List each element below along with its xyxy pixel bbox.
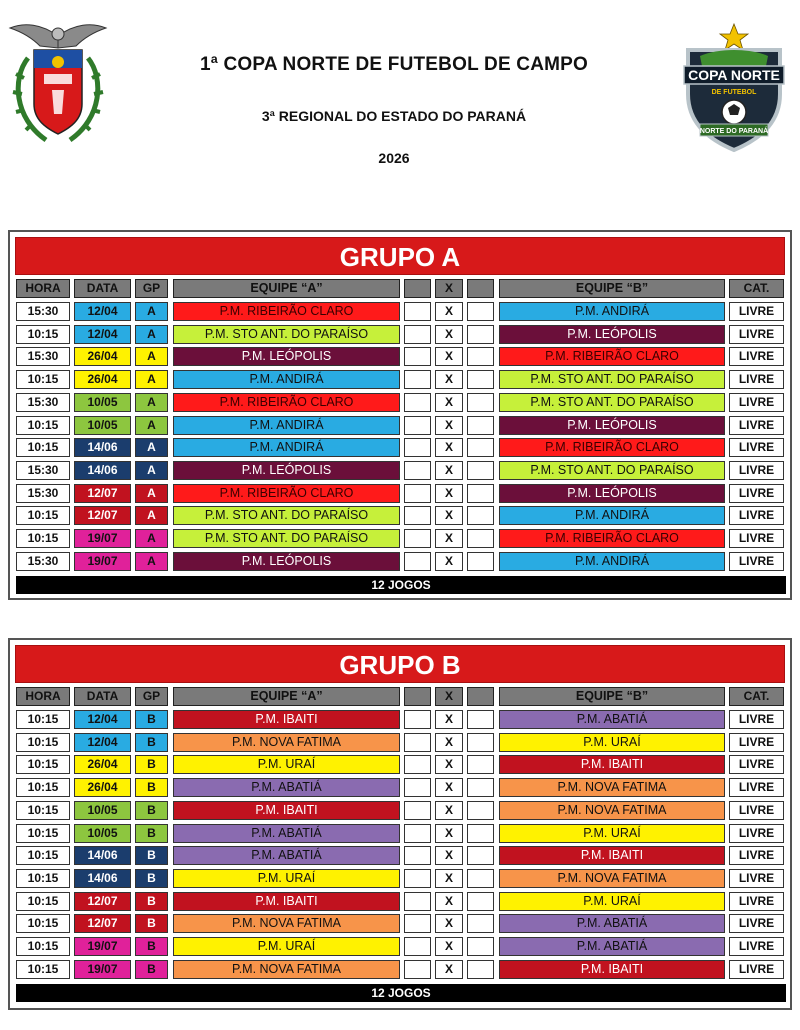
score-a-box xyxy=(404,438,431,457)
match-time: 10:15 xyxy=(16,710,70,729)
match-group: B xyxy=(135,824,168,843)
versus-x: X xyxy=(435,960,463,979)
match-time: 10:15 xyxy=(16,438,70,457)
team-b-cell: P.M. ANDIRÁ xyxy=(499,302,725,321)
page-header xyxy=(0,0,800,200)
versus-x: X xyxy=(435,302,463,321)
match-row xyxy=(14,302,790,321)
team-a-cell: P.M. ANDIRÁ xyxy=(173,370,400,389)
match-category: LIVRE xyxy=(729,824,784,843)
versus-x: X xyxy=(435,892,463,911)
score-b-box xyxy=(467,846,494,865)
match-time: 10:15 xyxy=(16,778,70,797)
match-group: B xyxy=(135,755,168,774)
match-date: 19/07 xyxy=(74,529,131,548)
match-date: 12/07 xyxy=(74,506,131,525)
match-row xyxy=(14,755,790,774)
score-a-box xyxy=(404,937,431,956)
team-a-cell: P.M. IBAITI xyxy=(173,892,400,911)
match-date: 10/05 xyxy=(74,824,131,843)
match-category: LIVRE xyxy=(729,801,784,820)
match-time: 10:15 xyxy=(16,914,70,933)
team-b-cell: P.M. ANDIRÁ xyxy=(499,506,725,525)
team-b-cell: P.M. STO ANT. DO PARAÍSO xyxy=(499,370,725,389)
match-group: A xyxy=(135,484,168,503)
column-header-x: X xyxy=(435,279,463,298)
match-category: LIVRE xyxy=(729,960,784,979)
score-a-box xyxy=(404,416,431,435)
team-b-cell: P.M. ANDIRÁ xyxy=(499,552,725,571)
team-a-cell: P.M. NOVA FATIMA xyxy=(173,960,400,979)
team-b-cell: P.M. RIBEIRÃO CLARO xyxy=(499,347,725,366)
table-header-row xyxy=(14,687,790,706)
team-a-cell: P.M. RIBEIRÃO CLARO xyxy=(173,393,400,412)
score-b-box xyxy=(467,461,494,480)
team-b-cell: P.M. ABATIÁ xyxy=(499,914,725,933)
match-row xyxy=(14,552,790,571)
match-row xyxy=(14,416,790,435)
match-row xyxy=(14,937,790,956)
score-a-box xyxy=(404,370,431,389)
team-a-cell: P.M. URAÍ xyxy=(173,869,400,888)
score-b-box xyxy=(467,914,494,933)
match-date: 26/04 xyxy=(74,778,131,797)
match-group: A xyxy=(135,438,168,457)
match-time: 10:15 xyxy=(16,846,70,865)
match-time: 10:15 xyxy=(16,824,70,843)
match-time: 15:30 xyxy=(16,302,70,321)
score-a-box xyxy=(404,892,431,911)
match-date: 12/04 xyxy=(74,325,131,344)
match-row xyxy=(14,778,790,797)
team-b-cell: P.M. NOVA FATIMA xyxy=(499,778,725,797)
versus-x: X xyxy=(435,914,463,933)
match-row xyxy=(14,824,790,843)
match-row xyxy=(14,438,790,457)
match-time: 10:15 xyxy=(16,960,70,979)
score-a-box xyxy=(404,733,431,752)
match-group: B xyxy=(135,778,168,797)
match-time: 15:30 xyxy=(16,552,70,571)
versus-x: X xyxy=(435,370,463,389)
score-a-box xyxy=(404,914,431,933)
versus-x: X xyxy=(435,484,463,503)
match-group: B xyxy=(135,846,168,865)
score-b-box xyxy=(467,710,494,729)
match-category: LIVRE xyxy=(729,461,784,480)
match-category: LIVRE xyxy=(729,302,784,321)
group-b-title: GRUPO B xyxy=(15,645,785,683)
column-header-equipe-b: EQUIPE “B” xyxy=(499,279,725,298)
versus-x: X xyxy=(435,801,463,820)
match-category: LIVRE xyxy=(729,869,784,888)
score-b-box xyxy=(467,824,494,843)
column-header-cat: CAT. xyxy=(729,687,784,706)
versus-x: X xyxy=(435,869,463,888)
match-group: A xyxy=(135,325,168,344)
match-group: A xyxy=(135,416,168,435)
match-row xyxy=(14,710,790,729)
match-row xyxy=(14,529,790,548)
match-date: 10/05 xyxy=(74,801,131,820)
match-group: B xyxy=(135,710,168,729)
match-row xyxy=(14,801,790,820)
team-a-cell: P.M. IBAITI xyxy=(173,801,400,820)
match-date: 12/04 xyxy=(74,302,131,321)
match-row xyxy=(14,370,790,389)
versus-x: X xyxy=(435,733,463,752)
match-category: LIVRE xyxy=(729,325,784,344)
team-b-cell: P.M. URAÍ xyxy=(499,892,725,911)
match-row xyxy=(14,869,790,888)
team-a-cell: P.M. STO ANT. DO PARAÍSO xyxy=(173,529,400,548)
column-header-blank xyxy=(467,279,494,298)
score-b-box xyxy=(467,937,494,956)
team-b-cell: P.M. IBAITI xyxy=(499,846,725,865)
match-group: B xyxy=(135,960,168,979)
column-header-equipe-b: EQUIPE “B” xyxy=(499,687,725,706)
score-a-box xyxy=(404,846,431,865)
column-header-gp: GP xyxy=(135,687,168,706)
score-b-box xyxy=(467,347,494,366)
match-date: 14/06 xyxy=(74,869,131,888)
team-a-cell: P.M. URAÍ xyxy=(173,755,400,774)
match-row xyxy=(14,347,790,366)
score-a-box xyxy=(404,461,431,480)
page-title: 1ª COPA NORTE DE FUTEBOL DE CAMPO xyxy=(199,54,589,75)
page-year: 2026 xyxy=(378,150,410,166)
match-category: LIVRE xyxy=(729,733,784,752)
table-header-row xyxy=(14,279,790,298)
column-header-hora: HORA xyxy=(16,279,70,298)
match-row xyxy=(14,892,790,911)
team-a-cell: P.M. STO ANT. DO PARAÍSO xyxy=(173,506,400,525)
match-category: LIVRE xyxy=(729,529,784,548)
group-a-table xyxy=(8,230,792,600)
versus-x: X xyxy=(435,552,463,571)
match-row xyxy=(14,846,790,865)
match-category: LIVRE xyxy=(729,438,784,457)
column-header-equipe-a: EQUIPE “A” xyxy=(173,687,400,706)
score-a-box xyxy=(404,347,431,366)
versus-x: X xyxy=(435,778,463,797)
team-a-cell: P.M. ANDIRÁ xyxy=(173,416,400,435)
column-header-equipe-a: EQUIPE “A” xyxy=(173,279,400,298)
match-date: 26/04 xyxy=(74,370,131,389)
match-row xyxy=(14,461,790,480)
score-a-box xyxy=(404,552,431,571)
versus-x: X xyxy=(435,416,463,435)
team-b-cell: P.M. IBAITI xyxy=(499,960,725,979)
team-a-cell: P.M. URAÍ xyxy=(173,937,400,956)
team-b-cell: P.M. URAÍ xyxy=(499,733,725,752)
match-category: LIVRE xyxy=(729,484,784,503)
match-time: 15:30 xyxy=(16,393,70,412)
score-b-box xyxy=(467,755,494,774)
games-count-bar: 12 JOGOS xyxy=(16,984,786,1002)
score-a-box xyxy=(404,302,431,321)
match-date: 12/07 xyxy=(74,892,131,911)
match-date: 19/07 xyxy=(74,960,131,979)
copa-norte-logo-icon xyxy=(678,20,790,154)
versus-x: X xyxy=(435,710,463,729)
logo-text-line1: COPA NORTE xyxy=(688,67,780,83)
match-time: 15:30 xyxy=(16,347,70,366)
match-time: 10:15 xyxy=(16,506,70,525)
column-header-x: X xyxy=(435,687,463,706)
match-date: 12/07 xyxy=(74,484,131,503)
match-time: 10:15 xyxy=(16,529,70,548)
match-group: A xyxy=(135,506,168,525)
column-header-blank xyxy=(404,279,431,298)
match-category: LIVRE xyxy=(729,937,784,956)
team-b-cell: P.M. LEÓPOLIS xyxy=(499,484,725,503)
match-row xyxy=(14,506,790,525)
match-category: LIVRE xyxy=(729,506,784,525)
match-date: 10/05 xyxy=(74,393,131,412)
match-category: LIVRE xyxy=(729,914,784,933)
team-a-cell: P.M. LEÓPOLIS xyxy=(173,552,400,571)
match-category: LIVRE xyxy=(729,846,784,865)
match-date: 12/04 xyxy=(74,710,131,729)
match-time: 10:15 xyxy=(16,733,70,752)
team-b-cell: P.M. STO ANT. DO PARAÍSO xyxy=(499,461,725,480)
versus-x: X xyxy=(435,755,463,774)
column-header-gp: GP xyxy=(135,279,168,298)
score-a-box xyxy=(404,710,431,729)
score-b-box xyxy=(467,552,494,571)
match-group: A xyxy=(135,393,168,412)
team-b-cell: P.M. IBAITI xyxy=(499,755,725,774)
match-time: 10:15 xyxy=(16,416,70,435)
versus-x: X xyxy=(435,325,463,344)
score-a-box xyxy=(404,325,431,344)
team-a-cell: P.M. RIBEIRÃO CLARO xyxy=(173,484,400,503)
score-b-box xyxy=(467,506,494,525)
column-header-data: DATA xyxy=(74,279,131,298)
match-category: LIVRE xyxy=(729,755,784,774)
team-b-cell: P.M. NOVA FATIMA xyxy=(499,801,725,820)
match-time: 10:15 xyxy=(16,869,70,888)
match-date: 14/06 xyxy=(74,846,131,865)
group-a-title: GRUPO A xyxy=(15,237,785,275)
match-category: LIVRE xyxy=(729,778,784,797)
match-date: 19/07 xyxy=(74,552,131,571)
team-a-cell: P.M. STO ANT. DO PARAÍSO xyxy=(173,325,400,344)
score-a-box xyxy=(404,778,431,797)
match-category: LIVRE xyxy=(729,892,784,911)
column-header-data: DATA xyxy=(74,687,131,706)
score-a-box xyxy=(404,801,431,820)
score-b-box xyxy=(467,393,494,412)
games-count-bar: 12 JOGOS xyxy=(16,576,786,594)
team-a-cell: P.M. LEÓPOLIS xyxy=(173,347,400,366)
score-b-box xyxy=(467,529,494,548)
score-a-box xyxy=(404,824,431,843)
logo-text-line2: DE FUTEBOL xyxy=(711,89,757,96)
match-time: 10:15 xyxy=(16,801,70,820)
match-category: LIVRE xyxy=(729,370,784,389)
match-date: 10/05 xyxy=(74,416,131,435)
match-group: B xyxy=(135,937,168,956)
match-time: 10:15 xyxy=(16,892,70,911)
score-b-box xyxy=(467,778,494,797)
score-a-box xyxy=(404,755,431,774)
match-category: LIVRE xyxy=(729,552,784,571)
match-category: LIVRE xyxy=(729,393,784,412)
match-time: 15:30 xyxy=(16,484,70,503)
match-row xyxy=(14,914,790,933)
column-header-hora: HORA xyxy=(16,687,70,706)
match-row xyxy=(14,960,790,979)
versus-x: X xyxy=(435,438,463,457)
match-time: 10:15 xyxy=(16,755,70,774)
page-subtitle: 3ª REGIONAL DO ESTADO DO PARANÁ xyxy=(261,108,527,124)
team-a-cell: P.M. IBAITI xyxy=(173,710,400,729)
score-a-box xyxy=(404,393,431,412)
score-b-box xyxy=(467,370,494,389)
versus-x: X xyxy=(435,506,463,525)
team-a-cell: P.M. ABATIÁ xyxy=(173,778,400,797)
score-b-box xyxy=(467,801,494,820)
score-b-box xyxy=(467,733,494,752)
match-time: 10:15 xyxy=(16,937,70,956)
score-b-box xyxy=(467,416,494,435)
team-a-cell: P.M. NOVA FATIMA xyxy=(173,914,400,933)
match-row xyxy=(14,325,790,344)
column-header-cat: CAT. xyxy=(729,279,784,298)
team-b-cell: P.M. NOVA FATIMA xyxy=(499,869,725,888)
score-b-box xyxy=(467,869,494,888)
team-a-cell: P.M. ABATIÁ xyxy=(173,846,400,865)
column-header-blank xyxy=(467,687,494,706)
match-time: 10:15 xyxy=(16,370,70,389)
group-b-table xyxy=(8,638,792,1010)
column-header-blank xyxy=(404,687,431,706)
match-row xyxy=(14,484,790,503)
match-date: 14/06 xyxy=(74,461,131,480)
team-b-cell: P.M. LEÓPOLIS xyxy=(499,416,725,435)
score-b-box xyxy=(467,892,494,911)
match-group: A xyxy=(135,370,168,389)
team-b-cell: P.M. RIBEIRÃO CLARO xyxy=(499,529,725,548)
team-b-cell: P.M. ABATIÁ xyxy=(499,937,725,956)
match-group: B xyxy=(135,914,168,933)
match-group: A xyxy=(135,347,168,366)
score-b-box xyxy=(467,960,494,979)
match-date: 12/04 xyxy=(74,733,131,752)
team-b-cell: P.M. LEÓPOLIS xyxy=(499,325,725,344)
score-a-box xyxy=(404,506,431,525)
versus-x: X xyxy=(435,393,463,412)
team-a-cell: P.M. LEÓPOLIS xyxy=(173,461,400,480)
team-a-cell: P.M. ABATIÁ xyxy=(173,824,400,843)
score-b-box xyxy=(467,484,494,503)
team-b-cell: P.M. STO ANT. DO PARAÍSO xyxy=(499,393,725,412)
match-date: 12/07 xyxy=(74,914,131,933)
versus-x: X xyxy=(435,529,463,548)
match-row xyxy=(14,733,790,752)
team-a-cell: P.M. RIBEIRÃO CLARO xyxy=(173,302,400,321)
match-date: 14/06 xyxy=(74,438,131,457)
team-b-cell: P.M. RIBEIRÃO CLARO xyxy=(499,438,725,457)
match-group: A xyxy=(135,529,168,548)
versus-x: X xyxy=(435,347,463,366)
team-a-cell: P.M. NOVA FATIMA xyxy=(173,733,400,752)
match-category: LIVRE xyxy=(729,710,784,729)
match-group: B xyxy=(135,892,168,911)
team-b-cell: P.M. ABATIÁ xyxy=(499,710,725,729)
score-a-box xyxy=(404,960,431,979)
match-date: 19/07 xyxy=(74,937,131,956)
match-row xyxy=(14,393,790,412)
versus-x: X xyxy=(435,937,463,956)
match-group: A xyxy=(135,552,168,571)
match-group: B xyxy=(135,869,168,888)
match-category: LIVRE xyxy=(729,416,784,435)
versus-x: X xyxy=(435,824,463,843)
score-b-box xyxy=(467,325,494,344)
score-a-box xyxy=(404,869,431,888)
match-category: LIVRE xyxy=(729,347,784,366)
parana-coat-of-arms-icon xyxy=(6,18,110,152)
team-b-cell: P.M. URAÍ xyxy=(499,824,725,843)
match-group: B xyxy=(135,801,168,820)
versus-x: X xyxy=(435,461,463,480)
team-a-cell: P.M. ANDIRÁ xyxy=(173,438,400,457)
match-time: 10:15 xyxy=(16,325,70,344)
score-b-box xyxy=(467,438,494,457)
score-a-box xyxy=(404,484,431,503)
logo-text-line3: NORTE DO PARANÁ xyxy=(699,128,769,135)
match-group: A xyxy=(135,461,168,480)
match-group: B xyxy=(135,733,168,752)
match-date: 26/04 xyxy=(74,755,131,774)
match-group: A xyxy=(135,302,168,321)
versus-x: X xyxy=(435,846,463,865)
match-time: 15:30 xyxy=(16,461,70,480)
match-date: 26/04 xyxy=(74,347,131,366)
score-b-box xyxy=(467,302,494,321)
score-a-box xyxy=(404,529,431,548)
